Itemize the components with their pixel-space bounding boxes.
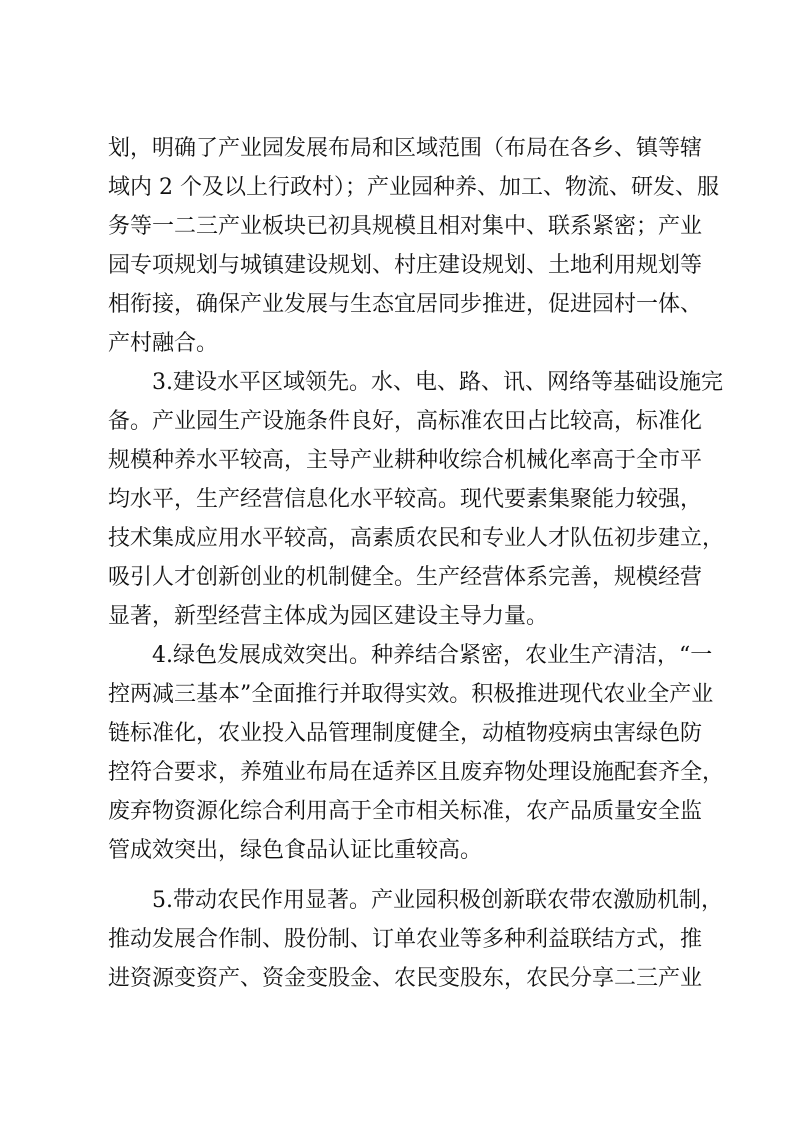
text-line: 进资源变资产、资金变股金、农民变股东，农民分享二三产业 (108, 966, 703, 991)
text-line: 务等一二三产业板块已初具规模且相对集中、联系紧密；产业 (108, 214, 703, 239)
text-line: 相衔接，确保产业发展与生态宜居同步推进，促进园村一体、 (108, 292, 703, 317)
text-line: 控符合要求，养殖业布局在适养区且废弃物处理设施配套齐全， (108, 760, 725, 785)
text-line: 管成效突出，绿色食品认证比重较高。 (108, 838, 483, 863)
text-line: 吸引人才创新创业的机制健全。生产经营体系完善，规模经营 (108, 565, 703, 590)
text-line: 技术集成应用水平较高，高素质农民和专业人才队伍初步建立， (108, 526, 725, 551)
section-heading-line: 5.带动农民作用显著。产业园积极创新联农带农激励机制， (152, 888, 723, 913)
text-line: 废弃物资源化综合利用高于全市相关标准，农产品质量安全监 (108, 799, 703, 824)
text-line: 产村融合。 (108, 331, 219, 356)
text-line: 显著，新型经营主体成为园区建设主导力量。 (108, 604, 549, 629)
section-heading-line: 4.绿色发展成效突出。种养结合紧密，农业生产清洁，“一 (152, 643, 713, 668)
text-line: 控两减三基本”全面推行并取得实效。积极推进现代农业全产业 (108, 682, 714, 707)
text-line: 链标准化，农业投入品管理制度健全，动植物疫病虫害绿色防 (108, 721, 703, 746)
text-line: 备。产业园生产设施条件良好，高标准农田占比较高，标准化 (108, 409, 703, 434)
text-line: 规模种养水平较高，主导产业耕种收综合机械化率高于全市平 (108, 448, 703, 473)
text-line: 域内 2 个及以上行政村）；产业园种养、加工、物流、研发、服 (108, 175, 719, 200)
text-line: 推动发展合作制、股份制、订单农业等多种利益联结方式，推 (108, 927, 703, 952)
text-line: 划，明确了产业园发展布局和区域范围（布局在各乡、镇等辖 (108, 136, 703, 161)
section-heading-line: 3.建设水平区域领先。水、电、路、讯、网络等基础设施完 (152, 370, 723, 395)
text-line: 均水平，生产经营信息化水平较高。现代要素集聚能力较强， (108, 487, 703, 512)
text-line: 园专项规划与城镇建设规划、村庄建设规划、土地利用规划等 (108, 253, 703, 278)
